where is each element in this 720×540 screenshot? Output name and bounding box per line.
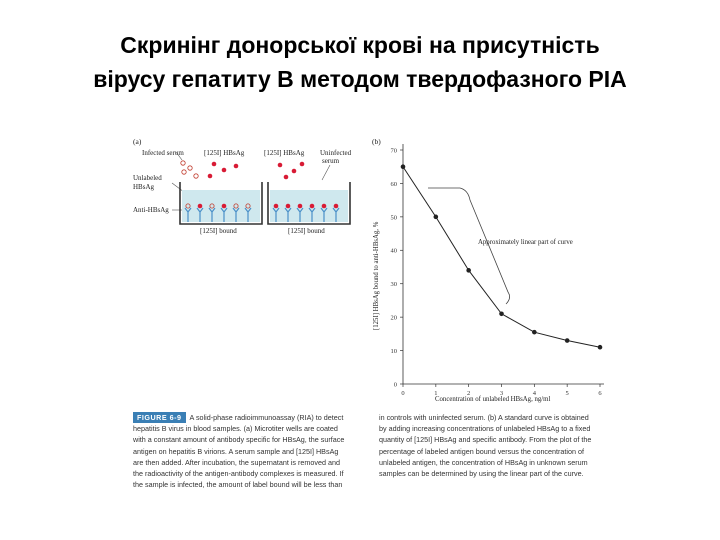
unlabeled-label-1: Unlabeled bbox=[133, 174, 162, 182]
y-tick-label: 50 bbox=[390, 214, 397, 222]
caption-line bbox=[133, 412, 365, 423]
labeled-antigen-particles bbox=[208, 162, 305, 180]
y-axis-label: [125I] HBsAg bound to anti-HBsAg, % bbox=[373, 221, 380, 330]
caption-line bbox=[133, 423, 365, 434]
caption-text: the radioactivity of the antigen-antibody complexes is measured. If bbox=[133, 468, 344, 478]
data-point bbox=[598, 345, 603, 350]
caption-text: the sample is infected, the amount of label bound will be less than bbox=[133, 480, 343, 490]
caption-text: with a constant amount of antibody specific for HBsAg, the surface bbox=[133, 435, 345, 445]
x-tick-label: 5 bbox=[565, 390, 569, 397]
caption-line bbox=[133, 457, 365, 468]
caption-text: antigen on hepatitis B virions. A serum sample and [125I] HBsAg bbox=[133, 446, 339, 456]
y-tick-label: 60 bbox=[390, 180, 397, 188]
well-infected bbox=[180, 182, 262, 235]
chart-axes bbox=[391, 144, 605, 397]
y-tick-label: 40 bbox=[390, 247, 397, 255]
panel-a bbox=[133, 137, 352, 235]
caption-text: hepatitis B virus in blood samples. (a) Microtiter wells are coated bbox=[133, 424, 338, 434]
x-tick-label: 3 bbox=[499, 390, 504, 397]
labeled-hbsag-left-label: [125I] HBsAg bbox=[204, 149, 245, 157]
anti-hbsag-label: Anti-HBsAg bbox=[133, 206, 169, 214]
standard-curve-line bbox=[403, 167, 600, 348]
panel-b-label: (b) bbox=[372, 137, 381, 146]
unlabeled-antigen-particles bbox=[181, 161, 198, 178]
title-line-1: Скринінг донорської крові на присутність bbox=[120, 32, 600, 58]
caption-line bbox=[133, 446, 365, 457]
title-line-2: вірусу гепатиту В методом твердофазного РІА bbox=[93, 66, 627, 92]
y-tick-label: 70 bbox=[390, 147, 397, 155]
x-tick-label: 6 bbox=[598, 390, 602, 397]
caption-right-column bbox=[379, 412, 611, 479]
data-point bbox=[532, 330, 537, 335]
caption-line bbox=[133, 434, 365, 445]
figure-label: FIGURE 6-9 bbox=[133, 412, 186, 423]
chart-series bbox=[401, 164, 603, 349]
y-tick-label: 20 bbox=[390, 314, 397, 322]
uninfected-serum-label-2: serum bbox=[322, 157, 340, 165]
uninfected-serum-label-1: Uninfected bbox=[320, 149, 352, 157]
data-point bbox=[466, 268, 471, 273]
linear-part-annotation: Approximately linear part of curve bbox=[478, 239, 573, 246]
caption-line: samples can be determined by using the linear part of the curve. bbox=[379, 468, 584, 478]
x-tick-label: 2 bbox=[467, 390, 471, 397]
y-tick-label: 30 bbox=[390, 281, 397, 289]
caption-line: by adding increasing concentrations of unlabeled HBsAg to a fixed bbox=[379, 424, 591, 434]
y-tick-label: 0 bbox=[393, 381, 397, 389]
data-point bbox=[434, 215, 439, 220]
bound-high-label: [125I] bound bbox=[288, 227, 325, 235]
x-axis-label: Concentration of unlabeled HBsAg, ng/ml bbox=[435, 396, 551, 403]
y-tick-label: 10 bbox=[390, 347, 397, 355]
data-point bbox=[499, 312, 504, 317]
infected-serum-label: Infected serum bbox=[142, 149, 184, 157]
panel-b-chart bbox=[372, 137, 604, 403]
data-point bbox=[565, 338, 570, 343]
x-tick-label: 4 bbox=[532, 390, 536, 397]
caption-line: in controls with uninfected serum. (b) A standard curve is obtained bbox=[379, 413, 589, 422]
caption-line: unlabeled antigen, the concentration of HBsAg in unknown serum bbox=[379, 457, 588, 467]
panel-a-label: (a) bbox=[133, 137, 142, 146]
bound-low-label: [125I] bound bbox=[200, 227, 237, 235]
caption-line: percentage of labeled antigen bound versus the concentration of bbox=[379, 446, 584, 456]
caption-line bbox=[133, 468, 365, 479]
x-tick-label: 0 bbox=[401, 390, 405, 397]
caption-text: A solid-phase radioimmunoassay (RIA) to detect bbox=[189, 413, 344, 422]
data-point bbox=[401, 164, 406, 169]
unlabeled-label-2: HBsAg bbox=[133, 183, 155, 191]
caption-text: are then added. After incubation, the supernatant is removed and bbox=[133, 457, 340, 467]
x-tick-label: 1 bbox=[434, 390, 438, 397]
caption-line: quantity of [125I] HBsAg and specific antibody. From the plot of the bbox=[379, 435, 592, 445]
well-uninfected bbox=[268, 182, 350, 235]
linear-part-bracket bbox=[428, 188, 510, 304]
caption-left-column bbox=[133, 412, 365, 490]
caption-line bbox=[133, 479, 365, 490]
labeled-hbsag-right-label: [125I] HBsAg bbox=[264, 149, 305, 157]
